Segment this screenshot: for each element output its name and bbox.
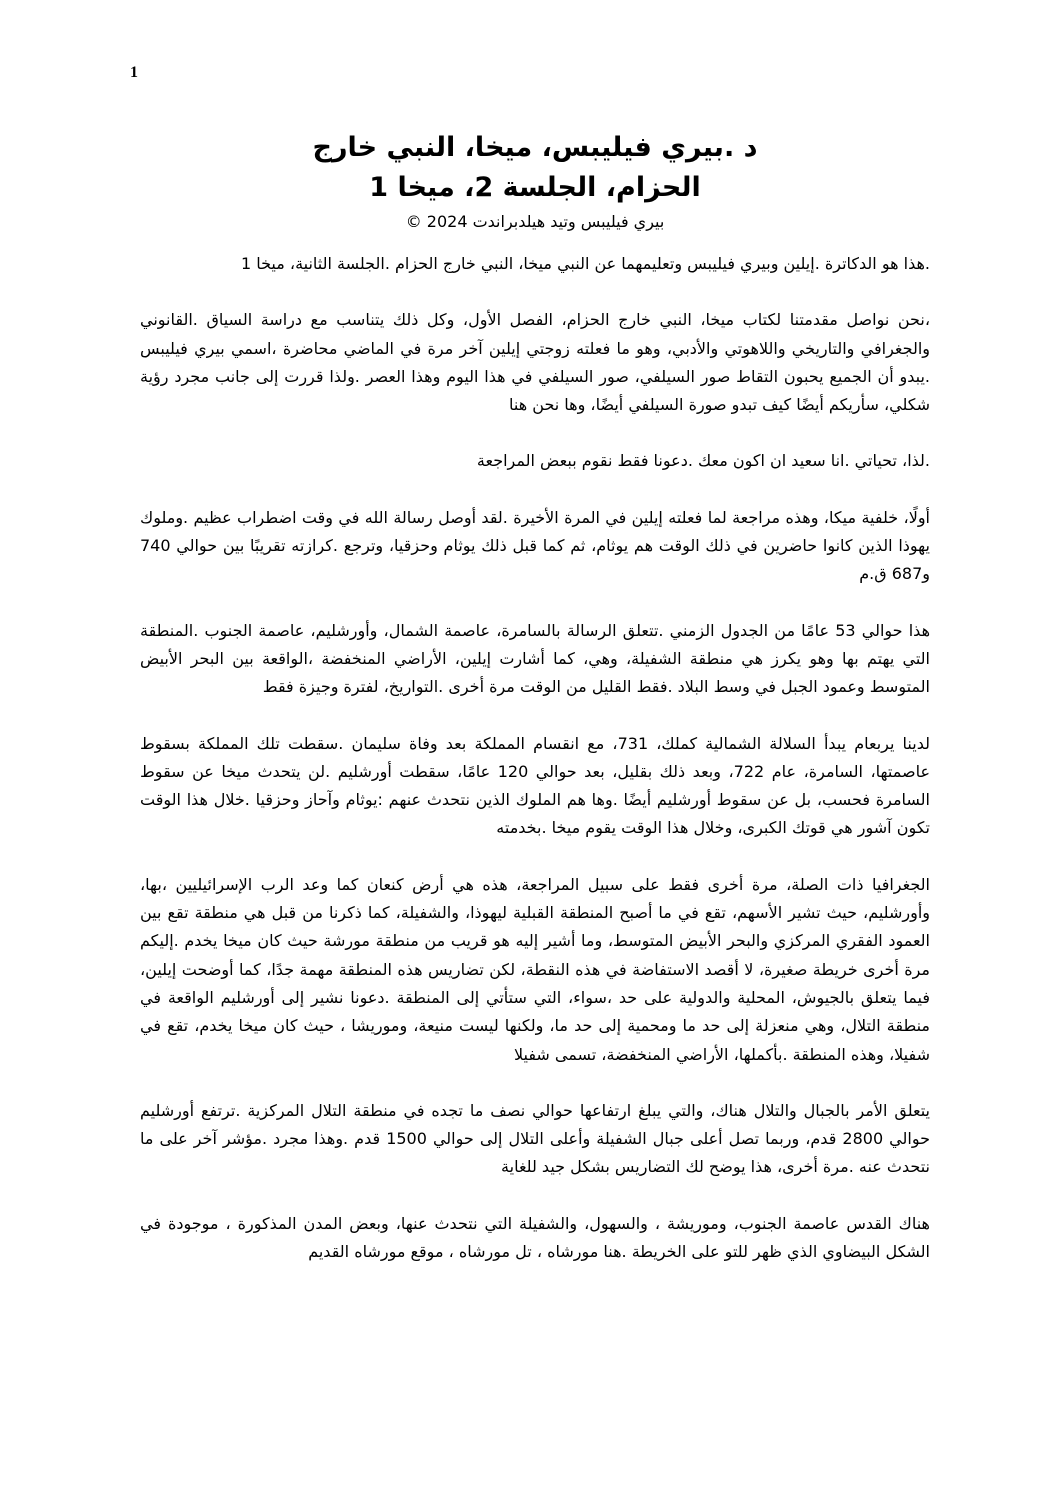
document-page [140,128,930,1294]
document-title [140,128,930,208]
title-line-1: د .بيري فيليبس، ميخا، النبي خارج [312,132,758,163]
paragraph-6: لدينا يربعام يبدأ السلالة الشمالية كملك، 731، مع انقسام المملكة بعد وفاة سليمان .سقطت تلك المملكة بسقوط عاصمتها، السامرة، عام 722، وبعد ذلك بقليل، بعد حوالي 120 عامًا، سقطت أورشليم .لن يتحدث ميخا عن سقوط السامرة فحسب، بل عن سقوط أورشليم أيضًا .وها هم الملوك الذين نتحدث عنهم :يوثام وآحاز وحزقيا .خلال هذا الوقت تكون آشور هي قوتك الكبرى، وخلال هذا الوقت يقوم ميخا .بخدمته [140,733,931,838]
paragraph-9: هناك القدس عاصمة الجنوب، وموريشة ، والسهول، والشفيلة التي نتحدث عنها، وبعض المدن المذكورة ، موجودة في الشكل البيضاوي الذي ظهر للتو على الخريطة .هنا مورشاه ، تل مورشاه ، موقع مورشاه القديم [140,1213,930,1262]
paragraph-8: يتعلق الأمر بالجبال والتلال هناك، والتي يبلغ ارتفاعها حوالي نصف ما تجده في منطقة التلال المركزية .ترتفع أورشليم حوالي 2800 قدم، وربما تصل أعلى جبال الشفيلة وأعلى التلال إلى حوالي 1500 قدم .وهذا مجرد .مؤشر آخر على ما نتحدث عنه .مرة أخرى، هذا يوضح لك التضاريس بشكل جيد للغاية [140,1100,930,1177]
paragraph-4: أولًا، خلفية ميكا، وهذه مراجعة لما فعلته إيلين في المرة الأخيرة .لقد أوصل رسالة الله في وقت اضطراب عظيم .وملوك يهوذا الذين كانوا حاضرين في ذلك الوقت هم يوثام، ثم كما قبل ذلك يوثام وحزقيا، وترجع .كرازته تقريبًا بين حوالي 740 و687 ق.م [140,507,930,584]
copyright-line: بيري فيليبس وتيد هيلدبراندت 2024 © [405,212,665,231]
page-number: 1 [130,64,138,81]
paragraph-5: هذا حوالي 53 عامًا من الجدول الزمني .تتعلق الرسالة بالسامرة، عاصمة الشمال، وأورشليم، عاصمة الجنوب .المنطقة التي يهتم بها وهو يكرز هي منطقة الشفيلة، وهي، كما أشارت إيلين، الأراضي المنخفضة ،الواقعة بين البحر الأبيض المتوسط وعمود الجبل في وسط البلاد .فقط القليل من الوقت مرة أخرى .التواريخ، لفترة وجيزة فقط [140,620,931,697]
document-body [140,250,930,1266]
paragraph-1: .هذا هو الدكاترة .إيلين وبيري فيليبس وتعليمهما عن النبي ميخا، النبي خارج الحزام .الجلسة الثانية، ميخا 1 [240,254,930,273]
paragraph-7: الجغرافيا ذات الصلة، مرة أخرى فقط على سبيل المراجعة، هذه هي أرض كنعان كما وعد الرب الإسرائيليين ،بها، وأورشليم، حيث تشير الأسهم، تقع في ما أصبح المنطقة القبلية ليهوذا، والشفيلة، كما ذكرنا من قبل هي منطقة تقع بين العمود الفقري المركزي والبحر الأبيض المتوسط، وما أشير إليه هو قريب من منطقة مورشة حيث كان ميخا يخدم .إليكم مرة أخرى خريطة صغيرة، لا أقصد الاستفاضة في هذه النقطة، لكن تضاريس هذه المنطقة مهمة جدًا، كما أوضحت إيلين، فيما يتعلق بالجيوش، المحلية والدولية على حد ،سواء، التي ستأتي إلى المنطقة .دعونا نشير إلى أورشليم الواقعة في منطقة التلال، وهي منعزلة إلى حد ما ومحمية إلى حد ما، ولكنها ليست منيعة، وموريشا ، حيث كان ميخا يخدم، تقع في شفيلا، وهذه المنطقة .بأكملها، الأراضي المنخفضة، تسمى شفيلا [140,874,930,1064]
title-line-2: الحزام، الجلسة 2، ميخا 1 [369,172,701,203]
paragraph-2: ،نحن نواصل مقدمتنا لكتاب ميخا، النبي خارج الحزام، الفصل الأول، وكل ذلك يتناسب مع دراسة السياق .القانوني والجغرافي والتاريخي واللاهوتي والأدبي، وهو ما فعلته زوجتي إيلين آخر مرة في الماضي محاضرة ،اسمي بيري فيليبس .يبدو أن الجميع يحبون التقاط صور السيلفي، صور السيلفي في هذا اليوم وهذا العصر .ولذا قررت إلى جانب مجرد رؤية شكلي، سأريكم أيضًا كيف تبدو صورة السيلفي أيضًا، وها نحن هنا [140,310,930,415]
paragraph-3: .لذا، تحياتي .انا سعيد ان اكون معك .دعونا فقط نقوم ببعض المراجعة [476,451,930,471]
